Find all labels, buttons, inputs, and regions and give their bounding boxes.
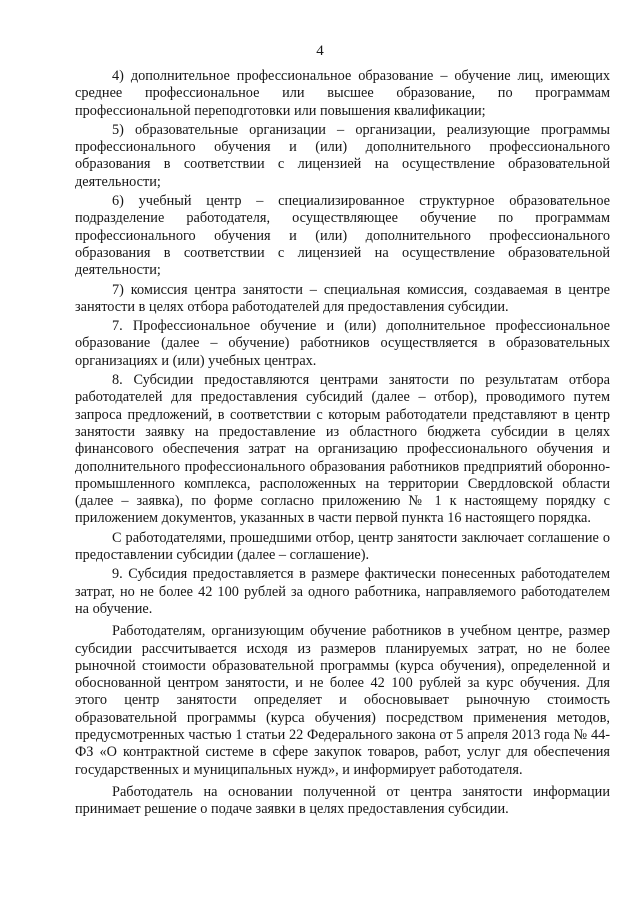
clause-8-agreement: С работодателями, прошедшими отбор, центр занятости заключает соглашение о предоставлении субсидии (далее – соглашение). xyxy=(75,529,610,564)
definition-item-4: 4) дополнительное профессиональное образование – обучение лиц, имеющих среднее профессиональное или высшее образование, по программам профессиональной переподготовки или повышения квалификации; xyxy=(75,68,610,119)
clause-8: 8. Субсидии предоставляются центрами занятости по результатам отбора работодателей для предоставления субсидий (далее – отбор), проводимого путем запроса предложений, в соответствии с которым работодатели представляют в центр занятости заявку на предоставление из областного бюджета субсидии в целях финансового обеспечения затрат на организацию профессионального обучения и дополнительного профессионального образования работников предприятий оборонно-промышленного комплекса, расположенных на территории Свердловской области (далее – заявка), по форме согласно приложению № 1 к настоящему порядку с приложением документов, указанных в части первой пункта 16 настоящего порядка. xyxy=(75,372,610,527)
page-number: 4 xyxy=(316,43,324,59)
clause-9-employer-decision: Работодатель на основании полученной от центра занятости информации принимает решение о подаче заявки в целях предоставления субсидии. xyxy=(75,783,610,818)
clause-7: 7. Профессиональное обучение и (или) дополнительное профессиональное образование (далее – обучение) работников осуществляется в образовательных организациях и (или) учебных центрах. xyxy=(75,318,610,369)
clause-9-training-center: Работодателям, организующим обучение работников в учебном центре, размер субсидии рассчитывается исходя из размеров планируемых затрат, но не более рыночной стоимости образовательной программы (курса обучения), определенной и обоснованной центром занятости, и не более 42 100 рублей за курс обучения. Для этого центр занятости определяет и обосновывает рыночную стоимость образовательной программы (курса обучения) посредством применения методов, предусмотренных частью 1 статьи 22 Федерального закона от 5 апреля 2013 года № 44-ФЗ «О контрактной системе в сфере закупок товаров, работ, услуг для обеспечения государственных и муниципальных нужд», и информирует работодателя. xyxy=(75,623,610,778)
document-body xyxy=(75,68,610,820)
definition-item-7: 7) комиссия центра занятости – специальная комиссия, создаваемая в центре занятости в целях отбора работодателей для предоставления субсидии. xyxy=(75,281,610,315)
definition-item-6: 6) учебный центр – специализированное структурное образовательное подразделение работодателя, осуществляющее обучение по программам профессионального обучения и (или) дополнительного профессионального образования в соответствии с лицензией на осуществление образовательной деятельности; xyxy=(75,193,610,279)
clause-9: 9. Субсидия предоставляется в размере фактически понесенных работодателем затрат, но не более 42 100 рублей за одного работника, направляемого работодателем на обучение. xyxy=(75,566,610,617)
definition-item-5: 5) образовательные организации – организации, реализующие программы профессионального обучения и (или) дополнительного профессионального образования в соответствии с лицензией на осуществление образовательной деятельности; xyxy=(75,121,610,190)
